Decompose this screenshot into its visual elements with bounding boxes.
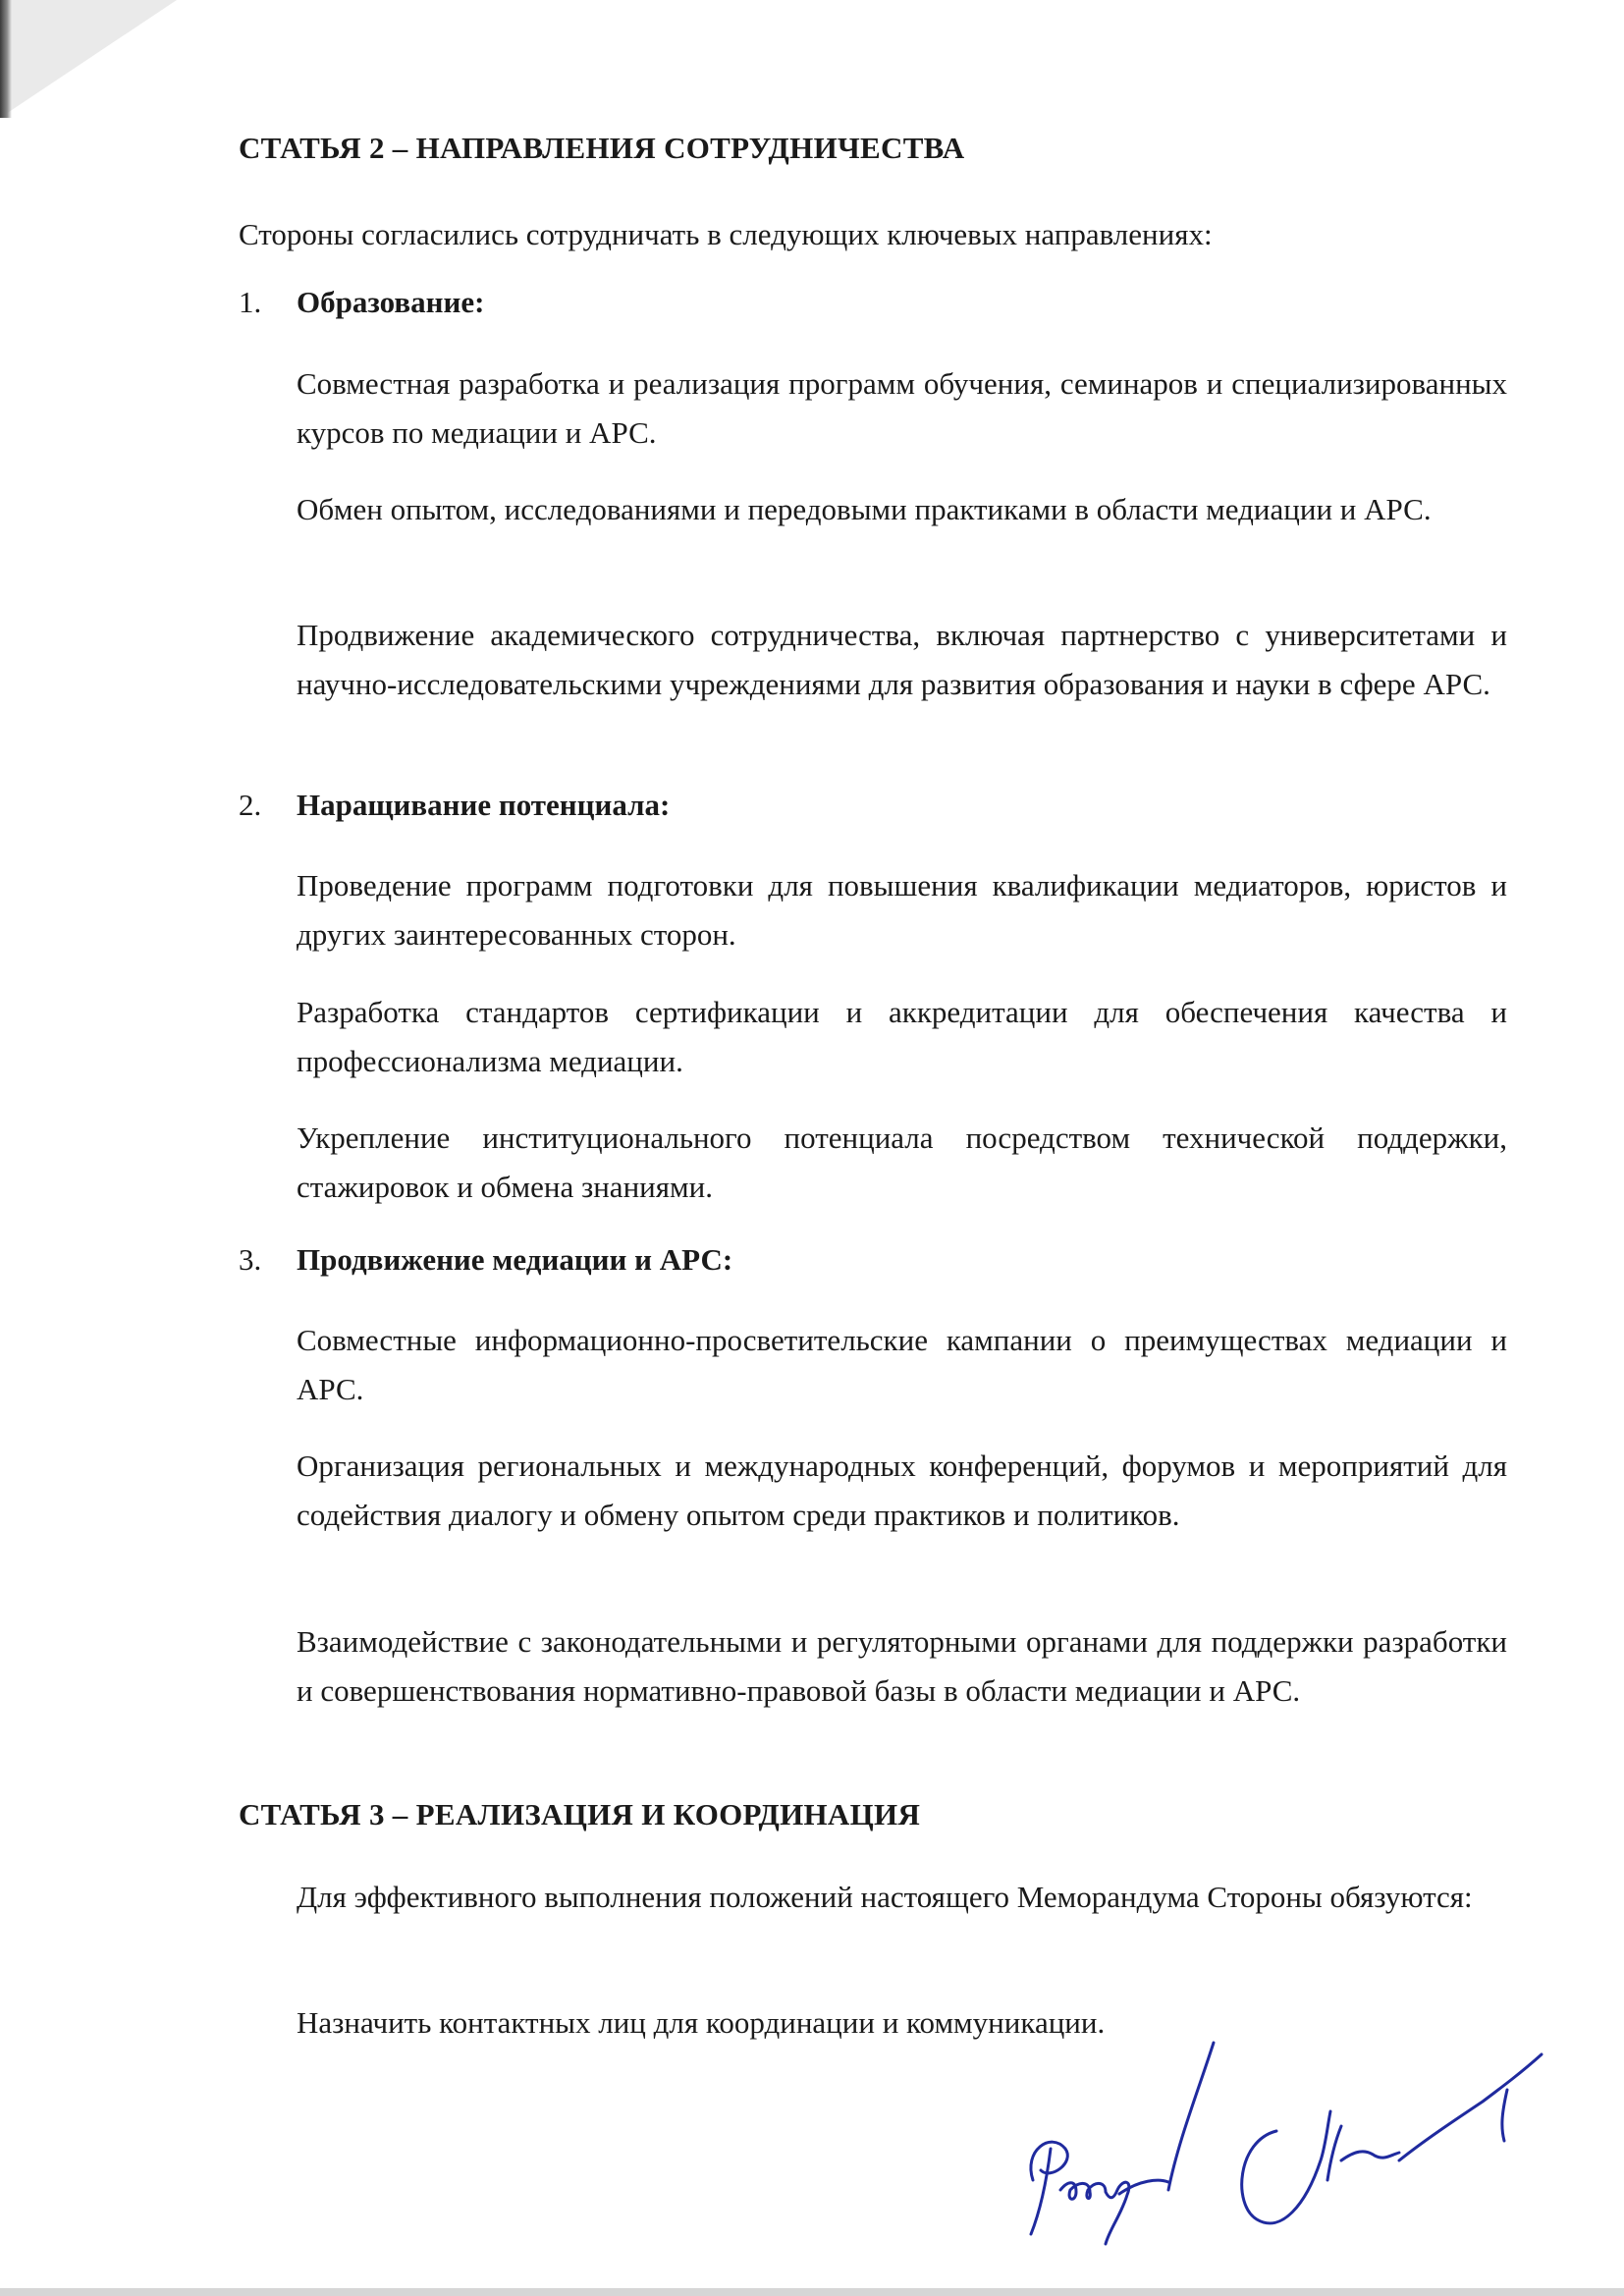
item-2-paragraph-3: Укрепление институционального потенциала посредством технической поддержки, стажировок и обмена знаниями. [297,1121,1507,1204]
item-1-heading-row [239,285,484,320]
article-2-intro: Стороны согласились сотрудничать в следующих ключевых направлениях: [239,217,1213,251]
signature-2 [1242,2054,1542,2223]
item-2-heading: Наращивание потенциала: [297,788,671,822]
article-3-title: СТАТЬЯ 3 – РЕАЛИЗАЦИЯ И КООРДИНАЦИЯ [239,1797,921,1831]
item-3-paragraph-3: Взаимодействие с законодательными и регуляторными органами для поддержки разработки и совершенствования нормативно-правовой базы в области медиации и АРС. [297,1624,1507,1708]
item-3-number: 3. [239,1242,262,1277]
item-3-paragraph-2: Организация региональных и международных конференций, форумов и мероприятий для содействия диалогу и обмену опытом среди практиков и политиков. [297,1449,1507,1532]
item-1-heading: Образование: [297,285,485,319]
item-3-paragraph-1: Совместные информационно-просветительские кампании о преимуществах медиации и АРС. [297,1323,1507,1406]
item-2-paragraph-1: Проведение программ подготовки для повышения квалификации медиаторов, юристов и других заинтересованных сторон. [297,868,1507,952]
item-1-number: 1. [239,285,262,319]
item-2-heading-row [239,788,670,823]
item-3-heading-row [239,1242,732,1278]
item-2-paragraph-2: Разработка стандартов сертификации и аккредитации для обеспечения качества и профессионализма медиации. [297,995,1507,1078]
scan-edge [0,0,12,118]
item-2-number: 2. [239,788,262,822]
item-1-paragraph-2: Обмен опытом, исследованиями и передовыми практиками в области медиации и АРС. [297,492,1432,526]
signature-1 [1031,2043,1214,2244]
item-1-paragraph-1: Совместная разработка и реализация программ обучения, семинаров и специализированных курсов по медиации и АРС. [297,366,1507,450]
item-3-heading: Продвижение медиации и АРС: [297,1242,733,1277]
article-2-title: СТАТЬЯ 2 – НАПРАВЛЕНИЯ СОТРУДНИЧЕСТВА [239,131,965,165]
article-3-paragraph-2: Назначить контактных лиц для координации и коммуникации. [297,2005,1106,2040]
signatures [1011,2033,1561,2269]
article-3-paragraph-1: Для эффективного выполнения положений настоящего Меморандума Стороны обязуются: [297,1880,1473,1914]
item-1-paragraph-3: Продвижение академического сотрудничества, включая партнерство с университетами и научно-исследовательскими учреждениями для развития образования и науки в сфере АРС. [297,618,1507,701]
scan-bottom-edge [0,2288,1624,2296]
scan-corner-shadow [0,0,177,118]
